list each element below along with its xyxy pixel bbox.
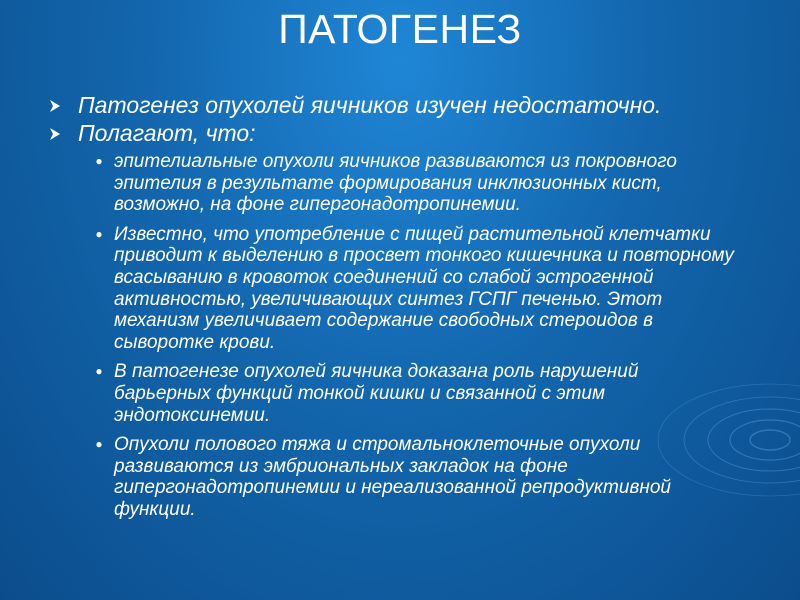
sub-bullet-text: Известно, что употребление с пищей растительной клетчатки приводит к выделению в просвет тонкого кишечника и повторному всасыванию в кровоток соединений со слабой эстрогенной активностью, увеличивающих синтез ГСПГ печенью. Этот механизм увеличивает содержание свободных стероидов в сыворотке крови. (114, 223, 734, 353)
bullet-item (48, 93, 748, 119)
arrow-bullet-icon (48, 121, 78, 147)
sub-bullet-item (84, 361, 748, 426)
sub-bullet-text: Опухоли полового тяжа и стромальноклеточные опухоли развиваются из эмбриональных закладок на фоне гипергонадотропинемии и нереализованной репродуктивной функции. (114, 434, 671, 520)
dot-bullet-icon: ● (95, 364, 103, 379)
sub-bullet-item (84, 434, 748, 520)
bullet-text: Патогенез опухолей яичников изучен недостаточно. (78, 92, 662, 118)
sub-bullet-item (84, 224, 748, 354)
slide-title: ПАТОГЕНЕЗ (278, 6, 522, 52)
bullet-text: Полагают, что: (78, 120, 256, 146)
dot-bullet-icon: ● (95, 437, 103, 452)
arrow-bullet-icon (48, 93, 78, 119)
slide-content (48, 93, 748, 529)
dot-bullet-icon: ● (95, 154, 103, 168)
bullet-item (48, 121, 748, 147)
sub-bullet-item (84, 151, 748, 216)
dot-bullet-icon: ● (95, 226, 103, 241)
sub-bullet-text: В патогенезе опухолей яичника доказана роль нарушений барьерных функций тонкой кишки и связанной с этим эндотоксинемии. (114, 361, 639, 426)
sub-bullet-text: эпителиальные опухоли яичников развиваются из покровного эпителия в результате формирования инклюзионных кист, возможно, на фоне гипергонадотропинемии. (114, 151, 677, 216)
